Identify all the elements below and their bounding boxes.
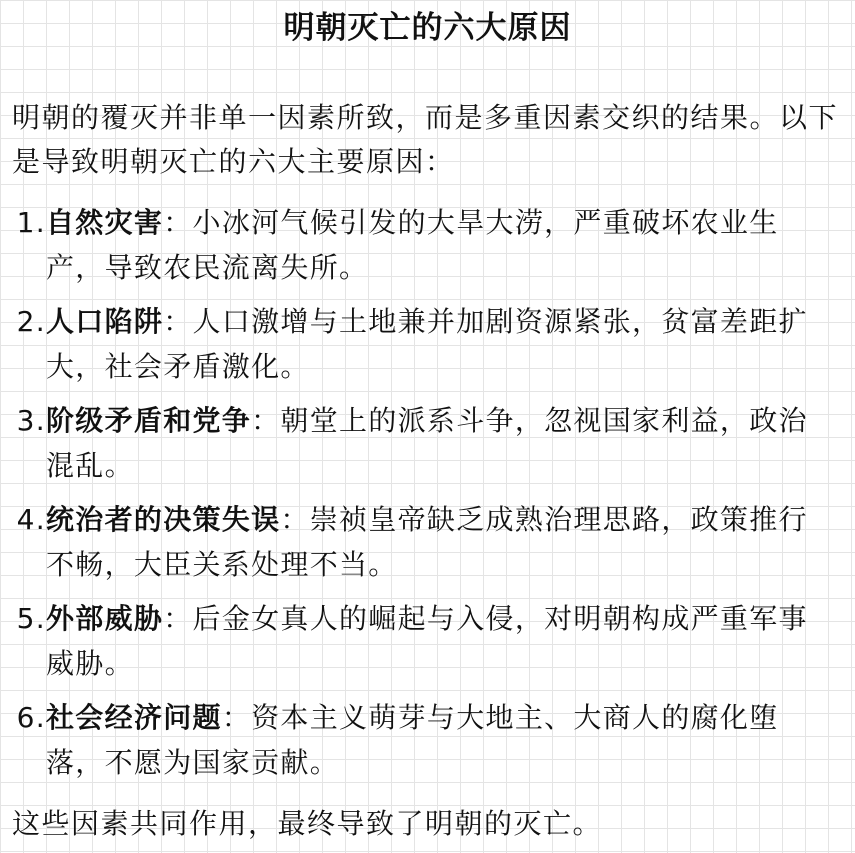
page-title: 明朝灭亡的六大原因 xyxy=(283,10,572,46)
list-item-text xyxy=(46,398,836,488)
cause-separator: ： xyxy=(280,503,310,536)
cause-name: 外部威胁 xyxy=(46,602,164,635)
cause-name: 统治者的决策失误 xyxy=(46,503,281,536)
list-item-number: 1. xyxy=(16,206,46,239)
conclusion-paragraph: 这些因素共同作用，最终导致了明朝的灭亡。 xyxy=(12,807,603,840)
cause-description: 朝堂上的派系斗争，忽视国家利益，政治混乱。 xyxy=(46,404,808,482)
list-item-text xyxy=(46,200,836,290)
list-item xyxy=(0,695,855,794)
list-item xyxy=(0,497,855,596)
list-item-number: 3. xyxy=(16,404,46,437)
cause-name: 自然灾害 xyxy=(46,206,164,239)
list-item-number: 4. xyxy=(16,503,46,536)
cause-description: 小冰河气候引发的大旱大涝，严重破坏农业生产，导致农民流离失所。 xyxy=(46,206,779,284)
list-item-number: 5. xyxy=(16,602,46,635)
cause-name: 阶级矛盾和党争 xyxy=(46,404,252,437)
cause-separator: ： xyxy=(221,701,252,734)
cause-separator: ： xyxy=(163,602,193,635)
cause-name: 社会经济问题 xyxy=(46,701,222,734)
list-item xyxy=(0,398,855,497)
cause-description: 资本主义萌芽与大地主、大商人的腐化堕落，不愿为国家贡献。 xyxy=(46,701,779,779)
list-item-text xyxy=(46,596,836,686)
list-item-text xyxy=(46,299,836,389)
list-item xyxy=(0,200,855,299)
list-item-text xyxy=(46,497,836,587)
cause-description: 崇祯皇帝缺乏成熟治理思路，政策推行不畅，大臣关系处理不当。 xyxy=(46,503,808,581)
cause-description: 人口激增与土地兼并加剧资源紧张，贫富差距扩大，社会矛盾激化。 xyxy=(46,305,808,383)
cause-description: 后金女真人的崛起与入侵，对明朝构成严重军事威胁。 xyxy=(46,602,808,680)
cause-separator: ： xyxy=(251,404,281,437)
cause-list xyxy=(0,200,855,794)
list-item-text xyxy=(46,695,836,785)
list-item xyxy=(0,299,855,398)
list-item-number: 6. xyxy=(16,701,46,734)
cause-name: 人口陷阱 xyxy=(46,305,164,338)
list-item-number: 2. xyxy=(16,305,46,338)
intro-paragraph: 明朝的覆灭并非单一因素所致，而是多重因素交织的结果。以下是导致明朝灭亡的六大主要原因： xyxy=(12,101,839,178)
cause-separator: ： xyxy=(163,305,193,338)
cause-separator: ： xyxy=(163,206,193,239)
list-item xyxy=(0,596,855,695)
